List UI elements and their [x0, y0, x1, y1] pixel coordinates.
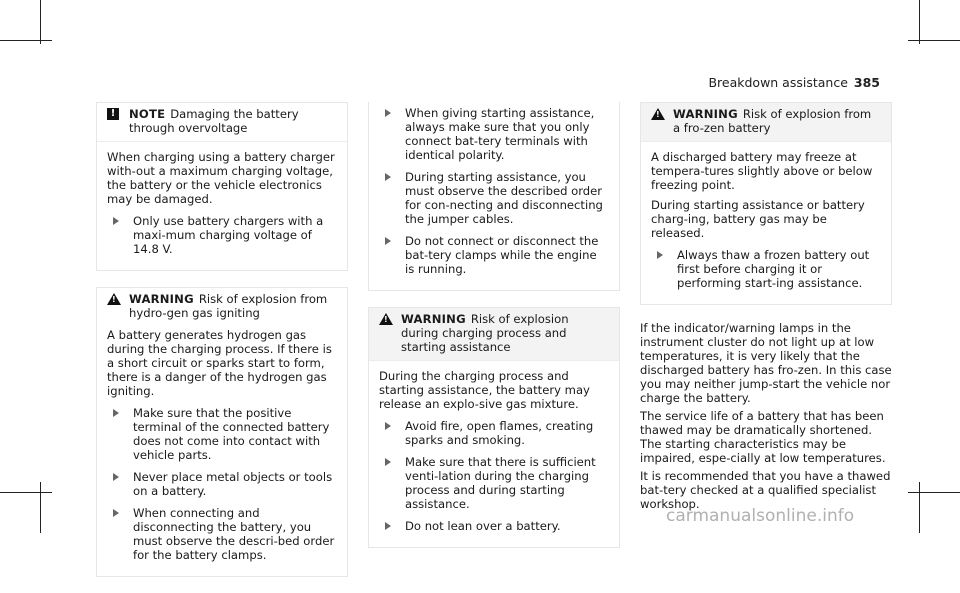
list-item: Always thaw a frozen battery out first before charging it or performing start-ing assistance. — [651, 248, 881, 290]
paragraph: If the indicator/warning lamps in the instrument cluster do not light up at low temperatures, it is very likely that the discharged battery has fro-zen. In this case you may neither jump-start the vehicle nor charge the battery. — [640, 321, 892, 405]
crop-mark — [0, 492, 52, 493]
warning-box — [368, 307, 620, 548]
column-3 — [640, 102, 892, 515]
note-body — [97, 142, 347, 270]
arrow-bullet-icon — [385, 237, 391, 245]
warning-text: During the charging process and starting assistance, the battery may release an explo-sive gas mixture. — [379, 369, 590, 411]
warning-title: Risk of explosion during charging process and starting assistance — [401, 312, 569, 354]
paragraph: The service life of a battery that has been thawed may be dramatically shortened. The starting characteristics may be impaired, espe-cially at low temperatures. — [640, 409, 886, 465]
note-text: When charging using a battery charger with-out a maximum charging voltage, the battery or the vehicle electronics may be damaged. — [107, 150, 335, 206]
list-item: Never place metal objects or tools on a battery. — [107, 470, 337, 498]
arrow-bullet-icon — [657, 251, 663, 259]
warning-icon — [107, 293, 121, 305]
info-icon: ! — [107, 108, 119, 120]
page-header — [708, 75, 880, 90]
crop-mark — [919, 0, 920, 44]
list-item: Only use battery chargers with a maxi-mum charging voltage of 14.8 V. — [107, 214, 337, 256]
warning-title: Risk of explosion from a fro-zen battery — [673, 107, 872, 135]
crop-mark — [40, 0, 41, 44]
warning-icon — [651, 108, 665, 120]
arrow-bullet-icon — [385, 422, 391, 430]
crop-mark — [40, 482, 41, 533]
warning-text: During starting assistance or battery charg-ing, battery gas may be released. — [651, 198, 865, 240]
crop-mark — [919, 482, 920, 533]
warning-header — [641, 103, 891, 142]
warning-label: WARNING — [401, 312, 466, 326]
arrow-bullet-icon — [113, 409, 119, 417]
list-item: Make sure that the positive terminal of the connected battery does not come into contact with vehicle parts. — [107, 406, 337, 462]
warning-text: A discharged battery may freeze at tempera-tures slightly above or below freezing point. — [651, 150, 873, 192]
warning-text: A battery generates hydrogen gas during the charging process. If there is a short circuit or sparks start to form, there is a danger of the hydrogen gas igniting. — [107, 328, 332, 398]
warning-header — [97, 288, 347, 326]
note-title: Damaging the battery through overvoltage — [129, 107, 299, 135]
watermark: carmanualsonline.info — [666, 506, 855, 526]
note-label: NOTE — [129, 107, 166, 121]
warning-box — [96, 287, 348, 577]
crop-mark — [0, 40, 52, 41]
arrow-bullet-icon — [113, 509, 119, 517]
warning-icon — [379, 313, 393, 325]
list-item: Make sure that there is sufficient venti-lation during the charging process and during starting assistance. — [379, 455, 609, 511]
warning-box — [640, 102, 892, 305]
crop-mark — [908, 492, 960, 493]
list-item: Do not lean over a battery. — [379, 519, 609, 533]
warning-body — [641, 142, 891, 304]
arrow-bullet-icon — [113, 473, 119, 481]
arrow-bullet-icon — [385, 458, 391, 466]
note-box — [96, 102, 348, 271]
warning-continued-box — [368, 102, 620, 291]
warning-header — [369, 308, 619, 361]
arrow-bullet-icon — [113, 217, 119, 225]
note-header — [97, 103, 347, 142]
warning-label: WARNING — [129, 292, 194, 306]
column-2 — [368, 102, 620, 564]
warning-body — [97, 326, 347, 576]
arrow-bullet-icon — [385, 109, 391, 117]
body-text — [640, 321, 892, 511]
list-item: During starting assistance, you must observe the described order for con-necting and disconnecting the jumper cables. — [379, 170, 609, 226]
paragraph: It is recommended that you have a thawed bat-tery checked at a qualified specialist workshop. — [640, 469, 891, 511]
column-1 — [96, 102, 348, 593]
warning-body — [369, 361, 619, 547]
list-item: When connecting and disconnecting the battery, you must observe the descri-bed order for the battery clamps. — [107, 506, 337, 562]
arrow-bullet-icon — [385, 522, 391, 530]
list-item: When giving starting assistance, always make sure that you only connect bat-tery terminals with identical polarity. — [379, 106, 609, 162]
warning-label: WARNING — [673, 107, 738, 121]
arrow-bullet-icon — [385, 173, 391, 181]
list-item: Avoid fire, open flames, creating sparks and smoking. — [379, 419, 609, 447]
crop-mark — [908, 40, 960, 41]
section-title: Breakdown assistance — [708, 75, 848, 90]
warning-title: Risk of explosion from hydro-gen gas igniting — [129, 292, 328, 320]
list-item: Do not connect or disconnect the bat-tery clamps while the engine is running. — [379, 234, 609, 276]
page-number: 385 — [853, 75, 880, 90]
